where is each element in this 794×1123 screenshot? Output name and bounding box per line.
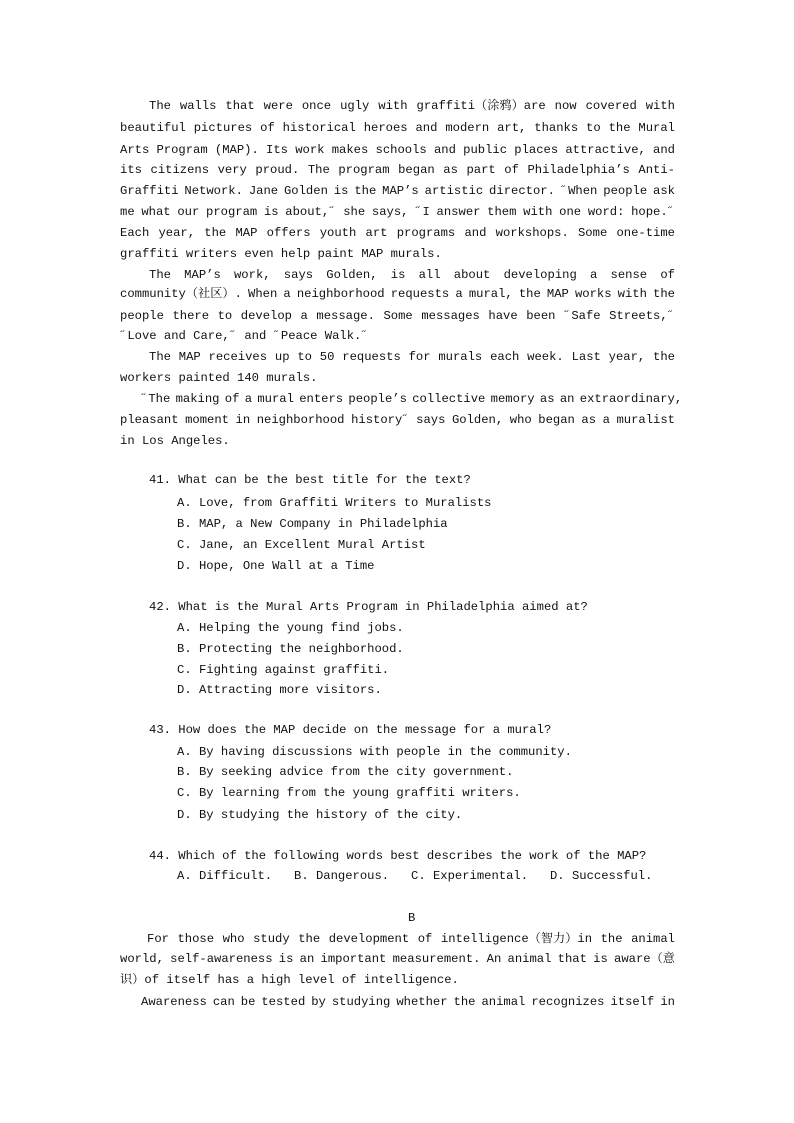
answer-option: B. MAP, a New Company in Philadelphia: [177, 517, 448, 531]
question-stem: 44. Which of the following words best describes the work of the MAP?: [149, 849, 647, 863]
passage-a-line: Each year, the MAP offers youth art programs and workshops. Some one-time: [120, 226, 675, 240]
answer-option: C. Jane, an Excellent Mural Artist: [177, 538, 426, 552]
question-stem: 43. How does the MAP decide on the message for a mural?: [149, 723, 552, 737]
passage-a-line: in Los Angeles.: [120, 434, 230, 448]
passage-a-line: ˝The making of a mural enters people’s collective memory as an extraordinary,: [141, 392, 683, 406]
answer-option: A. Difficult. B. Dangerous. C. Experimental. D. Successful.: [177, 869, 653, 883]
passage-a-line: ˝Love and Care,˝ and ˝Peace Walk.˝: [120, 329, 369, 343]
answer-option: C. Fighting against graffiti.: [177, 663, 390, 677]
passage-a-line: me what our program is about,˝ she says, ˝I answer them with one word: hope.˝: [120, 205, 675, 219]
passage-a-line: Arts Program (MAP). Its work makes schools and public places attractive, and: [120, 143, 675, 157]
section-heading: B: [408, 911, 416, 925]
passage-b-line: For those who study the development of intelligence（智力）in the animal: [147, 932, 675, 946]
answer-option: A. Helping the young find jobs.: [177, 621, 404, 635]
answer-option: B. Protecting the neighborhood.: [177, 642, 404, 656]
passage-a-line: beautiful pictures of historical heroes and modern art, thanks to the Mural: [120, 121, 675, 135]
passage-a-line: community（社区）. When a neighborhood requests a mural, the MAP works with the: [120, 287, 675, 301]
passage-b-line: Awareness can be tested by studying whether the animal recognizes itself in: [141, 995, 675, 1009]
passage-a-line: people there to develop a message. Some messages have been ˝Safe Streets,˝: [120, 309, 675, 323]
passage-a-line: The walls that were once ugly with graffiti（涂鸦）are now covered with: [149, 99, 675, 113]
passage-b-line: world, self-awareness is an important measurement. An animal that is aware（意: [120, 952, 675, 966]
passage-a-line: graffiti writers even help paint MAP murals.: [120, 247, 442, 261]
passage-b-line: 识）of itself has a high level of intelligence.: [120, 973, 459, 987]
passage-a-line: The MAP’s work, says Golden, is all about developing a sense of: [149, 268, 675, 282]
answer-option: C. By learning from the young graffiti writers.: [177, 786, 521, 800]
answer-option: A. By having discussions with people in the community.: [177, 745, 572, 759]
passage-a-line: workers painted 140 murals.: [120, 371, 318, 385]
answer-option: B. By seeking advice from the city government.: [177, 765, 514, 779]
passage-a-line: pleasant moment in neighborhood history˝ says Golden, who began as a muralist: [120, 413, 675, 427]
question-stem: 41. What can be the best title for the text?: [149, 473, 471, 487]
passage-a-line: its citizens very proud. The program began as part of Philadelphia’s Anti-: [120, 163, 675, 177]
answer-option: A. Love, from Graffiti Writers to Muralists: [177, 496, 492, 510]
passage-a-line: The MAP receives up to 50 requests for murals each week. Last year, the: [149, 350, 675, 364]
question-stem: 42. What is the Mural Arts Program in Philadelphia aimed at?: [149, 600, 588, 614]
answer-option: D. Hope, One Wall at a Time: [177, 559, 375, 573]
answer-option: D. By studying the history of the city.: [177, 808, 463, 822]
answer-option: D. Attracting more visitors.: [177, 683, 382, 697]
passage-a-line: Graffiti Network. Jane Golden is the MAP’s artistic director. ˝When people ask: [120, 184, 675, 198]
